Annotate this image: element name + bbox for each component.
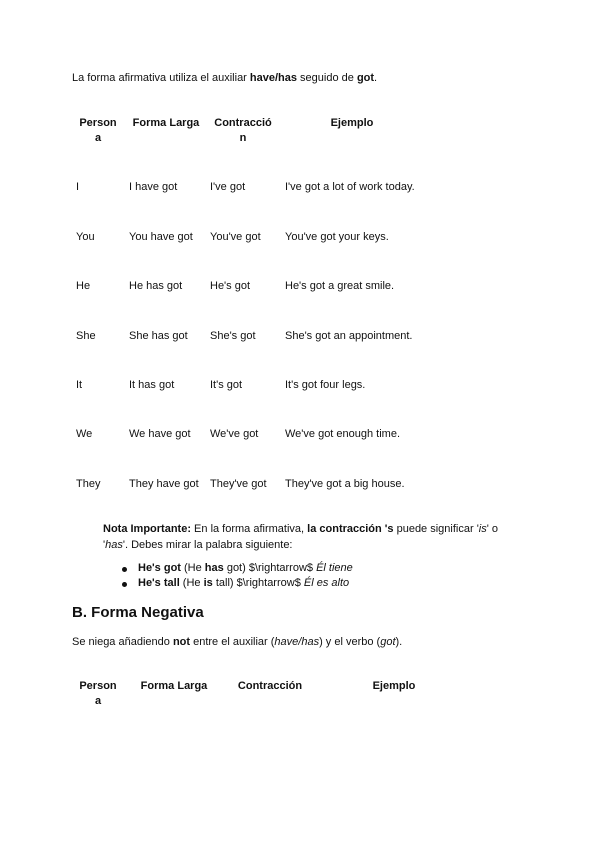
neg-text: Se niega añadiendo [72,636,173,648]
note-bold: la contracción 's [307,523,394,535]
cell-ejemplo: They've got a big house. [285,478,405,490]
intro-got: got [356,72,375,84]
intro-text: La forma afirmativa utiliza el auxiliar [72,72,250,84]
note-has: has [105,539,123,551]
cell-ejemplo: She's got an appointment. [285,330,413,342]
section-heading: B. Forma Negativa [72,604,204,621]
neg-text: entre el auxiliar ( [190,636,275,648]
cell-forma-larga: You have got [129,231,193,243]
note-text: ' o ' [103,523,499,551]
cell-forma-larga: They have got [129,478,199,490]
cell-persona: We [76,428,93,440]
bullet-icon [122,582,127,587]
cell-contraccion: It's got [210,379,243,391]
intro-paragraph [72,72,377,84]
cell-contraccion: She's got [210,330,256,342]
cell-persona: They [76,478,101,490]
cell-forma-larga: He has got [129,280,183,292]
list-item [138,562,353,574]
cell-persona: You [76,231,95,243]
negative-paragraph [72,636,402,648]
cell-persona: It [76,379,83,391]
header-contraccion: Contracció n [214,117,272,144]
cell-contraccion: You've got [210,231,261,243]
bullet-text: tall) $\rightarrow$ [212,577,304,589]
bullet-text: (He [180,562,205,574]
important-note [103,521,503,553]
neg-not: not [172,636,191,648]
header-forma-larga: Forma Larga [140,680,208,692]
neg-text: ). [395,636,403,648]
bullet-text: got) $\rightarrow$ [223,562,317,574]
bullet-bold: has [204,562,224,574]
bullet-italic: Él es alto [303,577,350,589]
intro-aux: have/has [249,72,297,84]
cell-forma-larga: It has got [129,379,175,391]
cell-contraccion: We've got [210,428,259,440]
bullet-bold: is [203,577,213,589]
note-text: '. Debes mirar la palabra siguiente: [122,539,293,551]
bullet-bold: He's tall [138,577,180,589]
intro-text-mid: seguido de [297,72,357,84]
header-persona: Person a [79,117,117,144]
header-ejemplo: Ejemplo [372,680,416,692]
cell-contraccion: I've got [210,181,246,193]
neg-text: ) y el verbo ( [319,636,381,648]
header-persona: Person a [79,680,117,707]
note-text: En la forma afirmativa, [191,523,308,535]
bullet-italic: Él tiene [316,562,353,574]
list-item [138,577,349,589]
header-forma-larga: Forma Larga [132,117,200,129]
cell-ejemplo: He's got a great smile. [285,280,395,292]
intro-text-end: . [374,72,378,84]
cell-ejemplo: We've got enough time. [285,428,401,440]
cell-persona: He [76,280,91,292]
cell-ejemplo: I've got a lot of work today. [285,181,415,193]
bullet-text: (He [179,577,204,589]
cell-ejemplo: It's got four legs. [285,379,366,391]
bullet-icon [122,567,127,572]
neg-verb: got [380,636,396,648]
note-text: puede significar ' [393,523,479,535]
cell-forma-larga: She has got [129,330,188,342]
cell-forma-larga: I have got [129,181,178,193]
bullet-bold: He's got [138,562,181,574]
neg-aux: have/has [274,636,320,648]
cell-forma-larga: We have got [129,428,191,440]
header-ejemplo: Ejemplo [330,117,374,129]
cell-persona: She [76,330,96,342]
cell-persona: I [76,181,80,193]
cell-contraccion: He's got [210,280,251,292]
header-contraccion: Contracción [237,680,303,692]
note-label: Nota Importante: [103,523,191,535]
cell-ejemplo: You've got your keys. [285,231,389,243]
cell-contraccion: They've got [210,478,267,490]
note-is: is [478,523,487,535]
